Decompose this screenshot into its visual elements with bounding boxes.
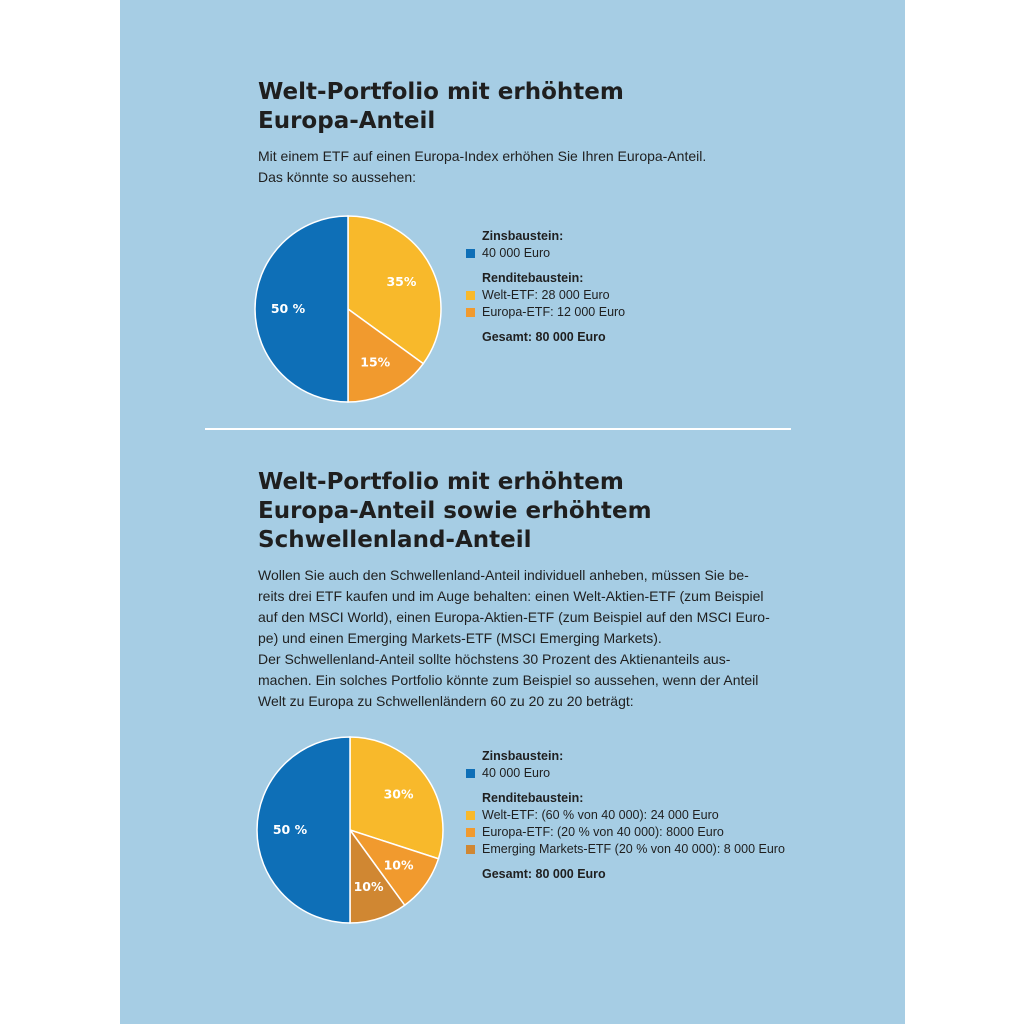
section1-intro — [258, 146, 706, 188]
legend-1-rendite-heading: Renditebaustein: — [482, 271, 584, 285]
legend-2-swatch-welt — [466, 811, 475, 820]
section1-title-line-2: Europa-Anteil — [258, 108, 436, 134]
pie1-slice-label-1: 15% — [360, 354, 391, 370]
pie-chart-1 — [254, 215, 442, 403]
legend-2-item-welt — [466, 807, 785, 824]
legend-2-item-emerging — [466, 841, 785, 858]
legend-1-label-welt: Welt-ETF: 28 000 Euro — [482, 288, 610, 302]
section2-title-line-3: Schwellenland-Anteil — [258, 527, 532, 553]
legend-1-item-europa — [466, 304, 625, 321]
section2-intro — [258, 565, 770, 712]
pie2-slice-label-2: 10% — [353, 879, 384, 895]
section1-intro-line-2: Das könnte so aussehen: — [258, 169, 416, 185]
legend-1-total: Gesamt: 80 000 Euro — [482, 330, 606, 344]
pie-chart-2 — [256, 736, 444, 924]
pie1-slice-label-2: 50 % — [270, 301, 306, 316]
legend-1-label-zins: 40 000 Euro — [482, 246, 551, 260]
legend-1-swatch-europa — [466, 308, 475, 317]
section2-intro-line-4: pe) und einen Emerging Markets-ETF (MSCI Emerging Markets). — [258, 630, 662, 646]
legend-2-label-europa: Europa-ETF: (20 % von 40 000): 8000 Euro — [482, 825, 724, 839]
legend-2-swatch-zins — [466, 769, 475, 778]
legend-1-label-europa: Europa-ETF: 12 000 Euro — [482, 305, 626, 319]
section2-title-line-1: Welt-Portfolio mit erhöhtem — [258, 469, 624, 495]
legend-1-zins-heading: Zinsbaustein: — [482, 229, 564, 243]
section2-title-line-2: Europa-Anteil sowie erhöhtem — [258, 498, 652, 524]
legend-2-label-emerging: Emerging Markets-ETF (20 % von 40 000): 8 000 Euro — [482, 842, 785, 856]
legend-2-item-zins — [466, 765, 785, 782]
legend-2-label-welt: Welt-ETF: (60 % von 40 000): 24 000 Euro — [482, 808, 719, 822]
legend-2 — [466, 748, 785, 883]
section-divider — [205, 428, 791, 430]
legend-2-total: Gesamt: 80 000 Euro — [482, 867, 606, 881]
legend-1-item-zins — [466, 245, 625, 262]
section2-intro-line-2: reits drei ETF kaufen und im Auge behalten: einen Welt-Aktien-ETF (zum Beispiel — [258, 588, 764, 604]
legend-2-swatch-emerging — [466, 845, 475, 854]
legend-1-swatch-zins — [466, 249, 475, 258]
legend-2-item-europa — [466, 824, 785, 841]
pie2-slice-label-3: 50 % — [272, 822, 308, 837]
section2-intro-line-3: auf den MSCI World), einen Europa-Aktien-ETF (zum Beispiel auf den MSCI Euro- — [258, 609, 770, 625]
legend-2-zins-heading: Zinsbaustein: — [482, 749, 564, 763]
section2-intro-line-7: Welt zu Europa zu Schwellenländern 60 zu 20 zu 20 beträgt: — [258, 693, 634, 709]
pie2-slice-label-0: 30% — [383, 786, 414, 802]
section2-intro-line-6: machen. Ein solches Portfolio könnte zum Beispiel so aussehen, wenn der Anteil — [258, 672, 759, 688]
legend-2-label-zins: 40 000 Euro — [482, 766, 551, 780]
legend-1-item-welt — [466, 287, 625, 304]
section1-intro-line-1: Mit einem ETF auf einen Europa-Index erhöhen Sie Ihren Europa-Anteil. — [258, 148, 707, 164]
legend-2-rendite-heading: Renditebaustein: — [482, 791, 584, 805]
pie2-slice-label-1: 10% — [383, 857, 414, 873]
section2-intro-line-5: Der Schwellenland-Anteil sollte höchstens 30 Prozent des Aktienanteils aus- — [258, 651, 731, 667]
pie1-slice-label-0: 35% — [386, 273, 417, 289]
section1-title — [258, 78, 624, 136]
legend-1 — [466, 228, 625, 346]
legend-2-swatch-europa — [466, 828, 475, 837]
section2-intro-line-1: Wollen Sie auch den Schwellenland-Anteil individuell anheben, müssen Sie be- — [258, 567, 749, 583]
legend-1-swatch-welt — [466, 291, 475, 300]
section1-title-line-1: Welt-Portfolio mit erhöhtem — [258, 79, 624, 105]
section2-title — [258, 468, 652, 555]
